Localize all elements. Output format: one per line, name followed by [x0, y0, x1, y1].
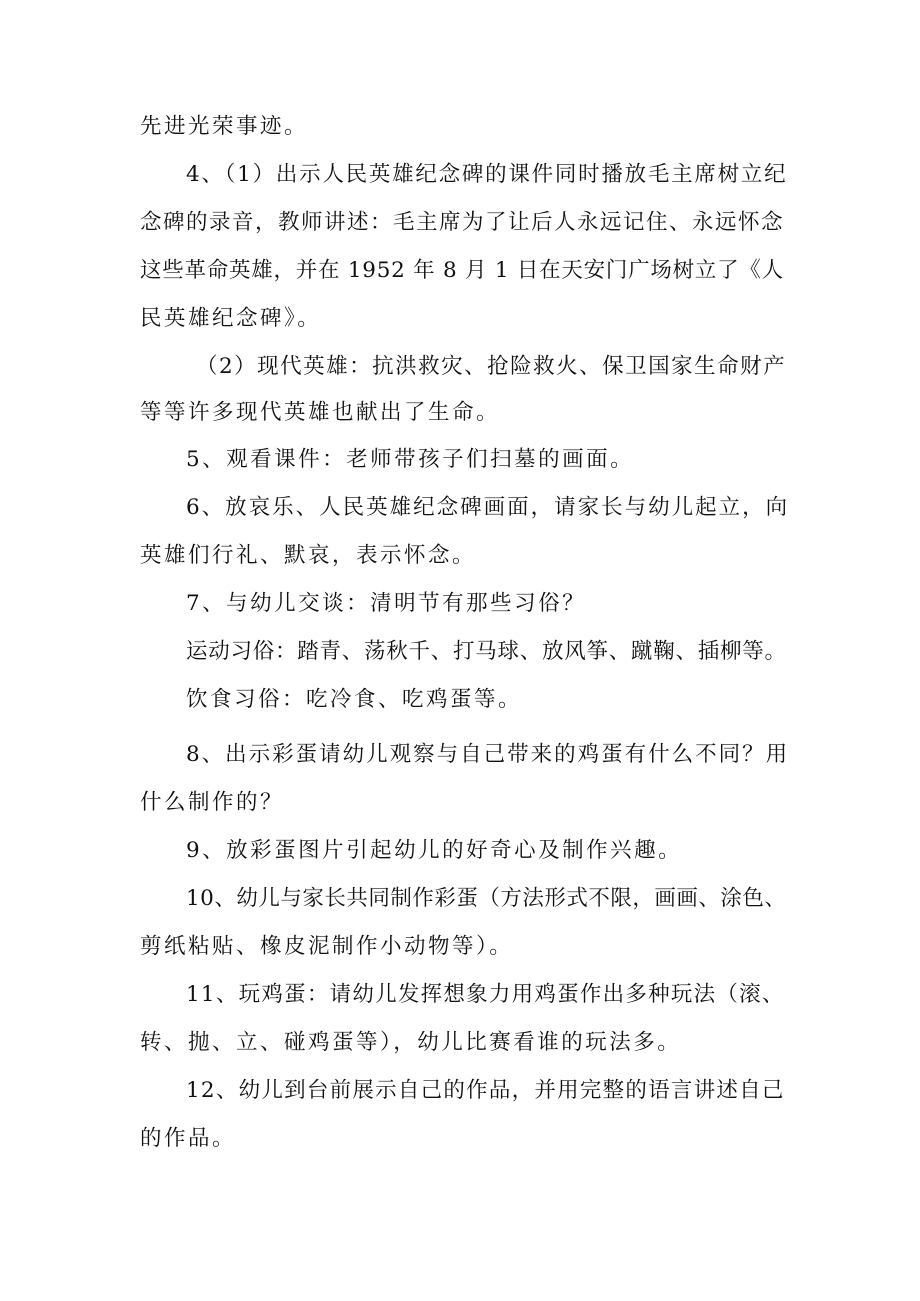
text-line: 8、出示彩蛋请幼儿观察与自己带来的鸡蛋有什么不同？用 [186, 742, 790, 767]
text-line: 6、放哀乐、人民英雄纪念碑画面，请家长与幼儿起立，向 [186, 495, 790, 520]
text-line: 11、玩鸡蛋：请幼儿发挥想象力用鸡蛋作出多种玩法（滚、 [186, 982, 785, 1007]
text-line: 5、观看课件：老师带孩子们扫墓的画面。 [186, 447, 635, 472]
text-line: 10、幼儿与家长共同制作彩蛋（方法形式不限，画画、涂色、 [186, 886, 787, 911]
text-line: 运动习俗：踏青、荡秋千、打马球、放风筝、蹴鞠、插柳等。 [186, 639, 787, 664]
text-line: 转、抛、立、碰鸡蛋等），幼儿比赛看谁的玩法多。 [140, 1030, 682, 1055]
text-line: 4、（1）出示人民英雄纪念碑的课件同时播放毛主席树立纪 [186, 162, 788, 187]
text-line: 什么制作的？ [140, 790, 285, 815]
text-line: （2）现代英雄：抗洪救灾、抢险救火、保卫国家生命财产 [196, 354, 787, 379]
text-line: 饮食习俗：吃冷食、吃鸡蛋等。 [186, 687, 523, 712]
text-line: 12、幼儿到台前展示自己的作品，并用完整的语言讲述自己 [186, 1078, 785, 1103]
text-line: 民英雄纪念碑》。 [140, 306, 322, 331]
text-line: 9、放彩蛋图片引起幼儿的好奇心及制作兴趣。 [186, 838, 683, 863]
text-line: 等等许多现代英雄也献出了生命。 [140, 400, 501, 425]
text-line: 先进光荣事迹。 [140, 114, 309, 139]
text-line: 剪纸粘贴、橡皮泥制作小动物等）。 [140, 934, 514, 959]
text-line: 念碑的录音，教师讲述：毛主席为了让后人永远记住、永远怀念 [140, 210, 785, 235]
text-line: 英雄们行礼、默哀，表示怀念。 [140, 543, 477, 568]
text-line: 这些革命英雄，并在 1952 年 8 月 1 日在天安门广场树立了《人 [140, 258, 784, 283]
text-line: 的作品。 [140, 1126, 237, 1151]
text-line: 7、与幼儿交谈：清明节有那些习俗？ [186, 591, 587, 616]
